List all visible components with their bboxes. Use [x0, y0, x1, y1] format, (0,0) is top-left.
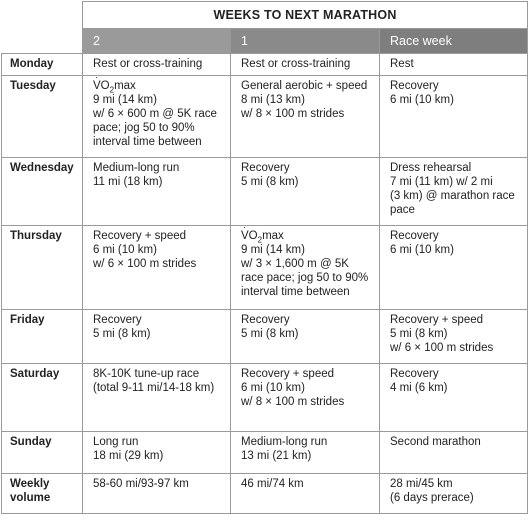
workout-line: Recovery	[390, 368, 439, 380]
corner-cell	[2, 2, 83, 54]
workout-line: 18 mi (29 km)	[93, 450, 164, 462]
workout-line: Recovery + speed	[390, 314, 484, 326]
workout-line: 5 mi (8 km)	[93, 328, 151, 340]
workout-cell	[231, 54, 380, 76]
workout-line: Medium-long run	[241, 436, 328, 448]
workout-line: General aerobic + speed	[241, 80, 368, 92]
table-title: WEEKS TO NEXT MARATHON	[83, 2, 528, 29]
workout-line: 6 mi (10 km)	[241, 382, 305, 394]
day-label: Thursday	[2, 226, 83, 310]
workout-cell	[83, 474, 231, 514]
workout-cell	[231, 432, 380, 474]
workout-cell	[380, 226, 528, 310]
workout-line: 7 mi (11 km) w/ 2 mi	[390, 176, 493, 188]
workout-line: 6 mi (10 km)	[93, 244, 157, 256]
workout-cell	[83, 310, 231, 364]
workout-line: 58-60 mi/93-97 km	[93, 478, 189, 490]
workout-cell	[83, 158, 231, 226]
table-row	[2, 158, 528, 226]
workout-line: 5 mi (8 km)	[241, 176, 299, 188]
workout-line: 28 mi/45 km	[390, 478, 453, 490]
workout-line: w/ 8 × 100 m strides	[241, 108, 345, 120]
workout-cell	[231, 474, 380, 514]
workout-line: interval time between	[93, 136, 202, 148]
workout-line: 8K-10K tune-up race	[93, 368, 200, 380]
day-label: Monday	[2, 54, 83, 76]
title-row	[2, 2, 528, 29]
workout-line	[241, 222, 373, 245]
marathon-schedule-table	[1, 1, 528, 514]
day-label: Saturday	[2, 364, 83, 432]
workout-line: Rest or cross-training	[241, 58, 351, 70]
workout-line: interval time between	[241, 286, 350, 298]
column-header-2-weeks: 2	[83, 29, 231, 54]
workout-line: 5 mi (8 km)	[390, 328, 448, 340]
workout-cell	[380, 310, 528, 364]
workout-line: 9 mi (14 km)	[93, 94, 157, 106]
workout-cell	[231, 310, 380, 364]
workout-cell	[380, 158, 528, 226]
workout-line: Dress rehearsal	[390, 162, 472, 174]
workout-line: Medium-long run	[93, 162, 180, 174]
workout-cell	[380, 364, 528, 432]
workout-cell	[231, 76, 380, 158]
workout-line: race pace; jog 50 to 90%	[241, 272, 369, 284]
workout-cell	[83, 226, 231, 310]
vo2max-label: · $VO_2\max$	[93, 72, 136, 95]
workout-line: Long run	[93, 436, 139, 448]
workout-line: pace	[390, 204, 415, 216]
day-label: Weekly volume	[2, 474, 83, 514]
workout-line: Recovery	[241, 162, 290, 174]
day-label: Friday	[2, 310, 83, 364]
workout-line: 4 mi (6 km)	[390, 382, 448, 394]
column-header-race-week: Race week	[380, 29, 528, 54]
workout-line: Recovery	[241, 314, 290, 326]
workout-line: w/ 8 × 100 m strides	[241, 396, 345, 408]
table-row	[2, 432, 528, 474]
vo2max-label: · $VO_2\max$	[241, 222, 284, 245]
workout-line: 8 mi (13 km)	[241, 94, 305, 106]
workout-line: w/ 6 × 100 m strides	[390, 342, 494, 354]
workout-cell	[231, 364, 380, 432]
day-label: Wednesday	[2, 158, 83, 226]
workout-cell	[380, 474, 528, 514]
workout-line: w/ 3 × 1,600 m @ 5K	[241, 258, 349, 270]
table-row	[2, 310, 528, 364]
workout-line: pace; jog 50 to 90%	[93, 122, 195, 134]
schedule-body	[2, 54, 528, 514]
column-header-1-week: 1	[231, 29, 380, 54]
table-row	[2, 54, 528, 76]
table-row	[2, 76, 528, 158]
day-label: Sunday	[2, 432, 83, 474]
workout-line: Recovery + speed	[93, 230, 187, 242]
workout-line: 46 mi/74 km	[241, 478, 304, 490]
workout-line: (6 days prerace)	[390, 492, 474, 504]
workout-line: w/ 6 × 100 m strides	[93, 258, 197, 270]
table-row	[2, 226, 528, 310]
workout-cell	[231, 158, 380, 226]
workout-line: Rest	[390, 58, 414, 70]
workout-line: 9 mi (14 km)	[241, 244, 305, 256]
workout-line: (3 km) @ marathon race	[390, 190, 515, 202]
workout-line: 13 mi (21 km)	[241, 450, 312, 462]
workout-cell	[380, 76, 528, 158]
workout-line: Second marathon	[390, 436, 481, 448]
workout-line: 11 mi (18 km)	[93, 176, 163, 188]
workout-line: Rest or cross-training	[93, 58, 203, 70]
workout-cell	[83, 364, 231, 432]
workout-cell	[380, 432, 528, 474]
workout-line: w/ 6 × 600 m @ 5K race	[93, 108, 217, 120]
table-row	[2, 364, 528, 432]
workout-line	[93, 72, 224, 95]
workout-line: (total 9-11 mi/14-18 km)	[93, 382, 215, 394]
workout-cell	[83, 54, 231, 76]
workout-cell	[380, 54, 528, 76]
table-row	[2, 474, 528, 514]
workout-cell	[83, 432, 231, 474]
workout-line: Recovery + speed	[241, 368, 335, 380]
workout-line: 6 mi (10 km)	[390, 244, 454, 256]
workout-line: Recovery	[390, 80, 439, 92]
workout-line: Recovery	[390, 230, 439, 242]
workout-cell	[231, 222, 380, 310]
workout-line: 5 mi (8 km)	[241, 328, 299, 340]
workout-line: Recovery	[93, 314, 142, 326]
workout-cell	[83, 72, 231, 158]
day-label: Tuesday	[2, 76, 83, 158]
workout-line: 6 mi (10 km)	[390, 94, 454, 106]
